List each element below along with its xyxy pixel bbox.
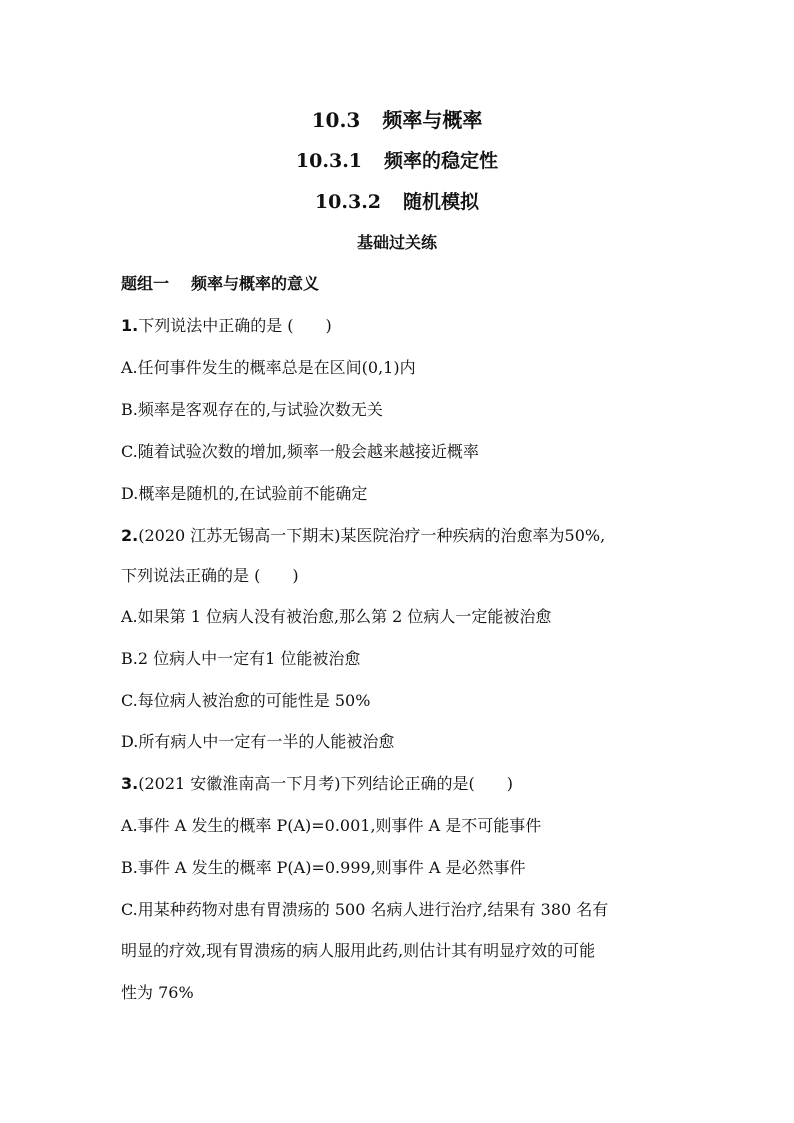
question-1-option-a: A.任何事件发生的概率总是在区间(0,1)内 bbox=[121, 358, 416, 377]
subsection-title-2: 随机模拟 bbox=[403, 191, 480, 213]
question-text: (2021 安徽淮南高一下月考)下列结论正确的是( ) bbox=[138, 774, 513, 793]
question-2-option-d: D.所有病人中一定有一半的人能被治愈 bbox=[121, 732, 395, 751]
question-2-option-a: A.如果第 1 位病人没有被治愈,那么第 2 位病人一定能被治愈 bbox=[121, 607, 552, 626]
question-number: 2. bbox=[121, 526, 139, 545]
question-2-option-b: B.2 位病人中一定有1 位能被治愈 bbox=[121, 649, 361, 668]
group-label: 题组一 bbox=[121, 274, 170, 293]
question-number: 1. bbox=[121, 316, 139, 335]
question-1-option-b: B.频率是客观存在的,与试验次数无关 bbox=[121, 400, 383, 419]
question-1-stem bbox=[121, 315, 332, 337]
subsection-number-2: 10.3.2 bbox=[314, 191, 382, 213]
section-heading bbox=[0, 104, 794, 133]
question-3-option-c: C.用某种药物对患有胃溃疡的 500 名病人进行治疗,结果有 380 名有 bbox=[121, 900, 609, 919]
question-2-stem bbox=[121, 525, 605, 547]
section-number: 10.3 bbox=[311, 108, 361, 132]
question-text: (2020 江苏无锡高一下期末)某医院治疗一种疾病的治愈率为50%, bbox=[138, 526, 606, 545]
subsection-title-1: 频率的稳定性 bbox=[384, 150, 499, 172]
question-2-option-c: C.每位病人被治愈的可能性是 50% bbox=[121, 691, 371, 710]
subsection-heading-1 bbox=[0, 146, 794, 173]
question-3-option-a: A.事件 A 发生的概率 P(A)=0.001,则事件 A 是不可能事件 bbox=[121, 816, 542, 835]
practice-heading: 基础过关练 bbox=[356, 233, 437, 252]
question-1-option-c: C.随着试验次数的增加,频率一般会越来越接近概率 bbox=[121, 442, 479, 461]
subsection-heading-2 bbox=[0, 187, 794, 214]
question-3-option-c-cont-1: 明显的疗效,现有胃溃疡的病人服用此药,则估计其有明显疗效的可能 bbox=[121, 941, 596, 960]
group-heading bbox=[121, 273, 319, 295]
section-title: 频率与概率 bbox=[382, 108, 483, 132]
question-3-option-b: B.事件 A 发生的概率 P(A)=0.999,则事件 A 是必然事件 bbox=[121, 858, 526, 877]
question-3-stem bbox=[121, 773, 513, 795]
question-1-option-d: D.概率是随机的,在试验前不能确定 bbox=[121, 484, 368, 503]
question-2-stem-cont: 下列说法正确的是 ( ) bbox=[121, 566, 299, 585]
question-3-option-c-cont-2: 性为 76% bbox=[121, 983, 194, 1002]
subsection-number-1: 10.3.1 bbox=[295, 150, 363, 172]
group-title: 频率与概率的意义 bbox=[191, 274, 320, 293]
question-text: 下列说法中正确的是 ( ) bbox=[138, 316, 332, 335]
question-number: 3. bbox=[121, 774, 139, 793]
